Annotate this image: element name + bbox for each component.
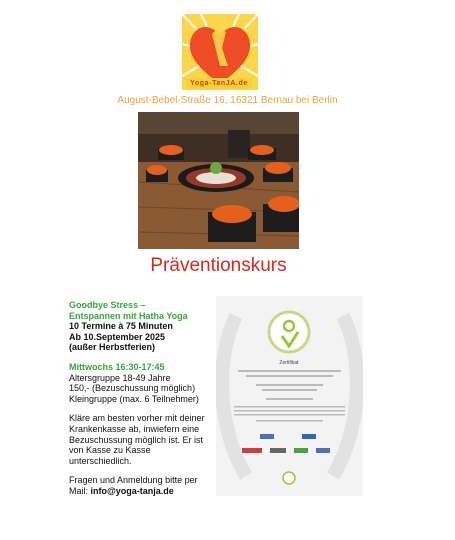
course-exception: (außer Herbstferien) [69, 342, 156, 353]
certificate-image [216, 296, 363, 496]
info-line-3: Bezuschussung möglich ist. Er ist [69, 434, 204, 445]
course-group: Kleingruppe (max. 6 Teilnehmer) [69, 393, 199, 404]
course-age: Altersgruppe 18-49 Jahre [69, 372, 171, 383]
course-details [69, 300, 217, 497]
contact-mail: Mail: info@yoga-tanja.de [69, 485, 174, 496]
logo-text: Yoga-TanJA.de [186, 78, 252, 89]
course-time: Mittwochs 16:30-17:45 [69, 361, 165, 372]
info-line-2: Krankenkasse ab, inwiefern eine [69, 423, 200, 434]
course-headline: Goodbye Stress – [69, 300, 146, 310]
info-line-4: von Kasse zu Kasse [69, 445, 151, 456]
course-subheadline: Entspannen mit Hatha Yoga [69, 310, 188, 321]
course-price: 150,- (Bezuschussung möglich) [69, 383, 196, 394]
certificate-heading: Zertifikat [279, 360, 299, 366]
yoga-room-photo [138, 112, 299, 249]
info-line-1: Kläre am besten vorher mit deiner [69, 413, 205, 424]
address: August-Bebel-Straße 16, 16321 Bernau bei Berlin [117, 95, 338, 106]
course-sessions: 10 Termine à 75 Minuten [69, 321, 173, 332]
course-start: Ab 10.September 2025 [69, 331, 166, 342]
info-line-5: unterschiedlich. [69, 455, 132, 466]
page-title: Präventionskurs [150, 255, 287, 276]
email-link[interactable]: info@yoga-tanja.de [90, 485, 174, 496]
contact-line: Fragen und Anmeldung bitte per [69, 475, 198, 486]
